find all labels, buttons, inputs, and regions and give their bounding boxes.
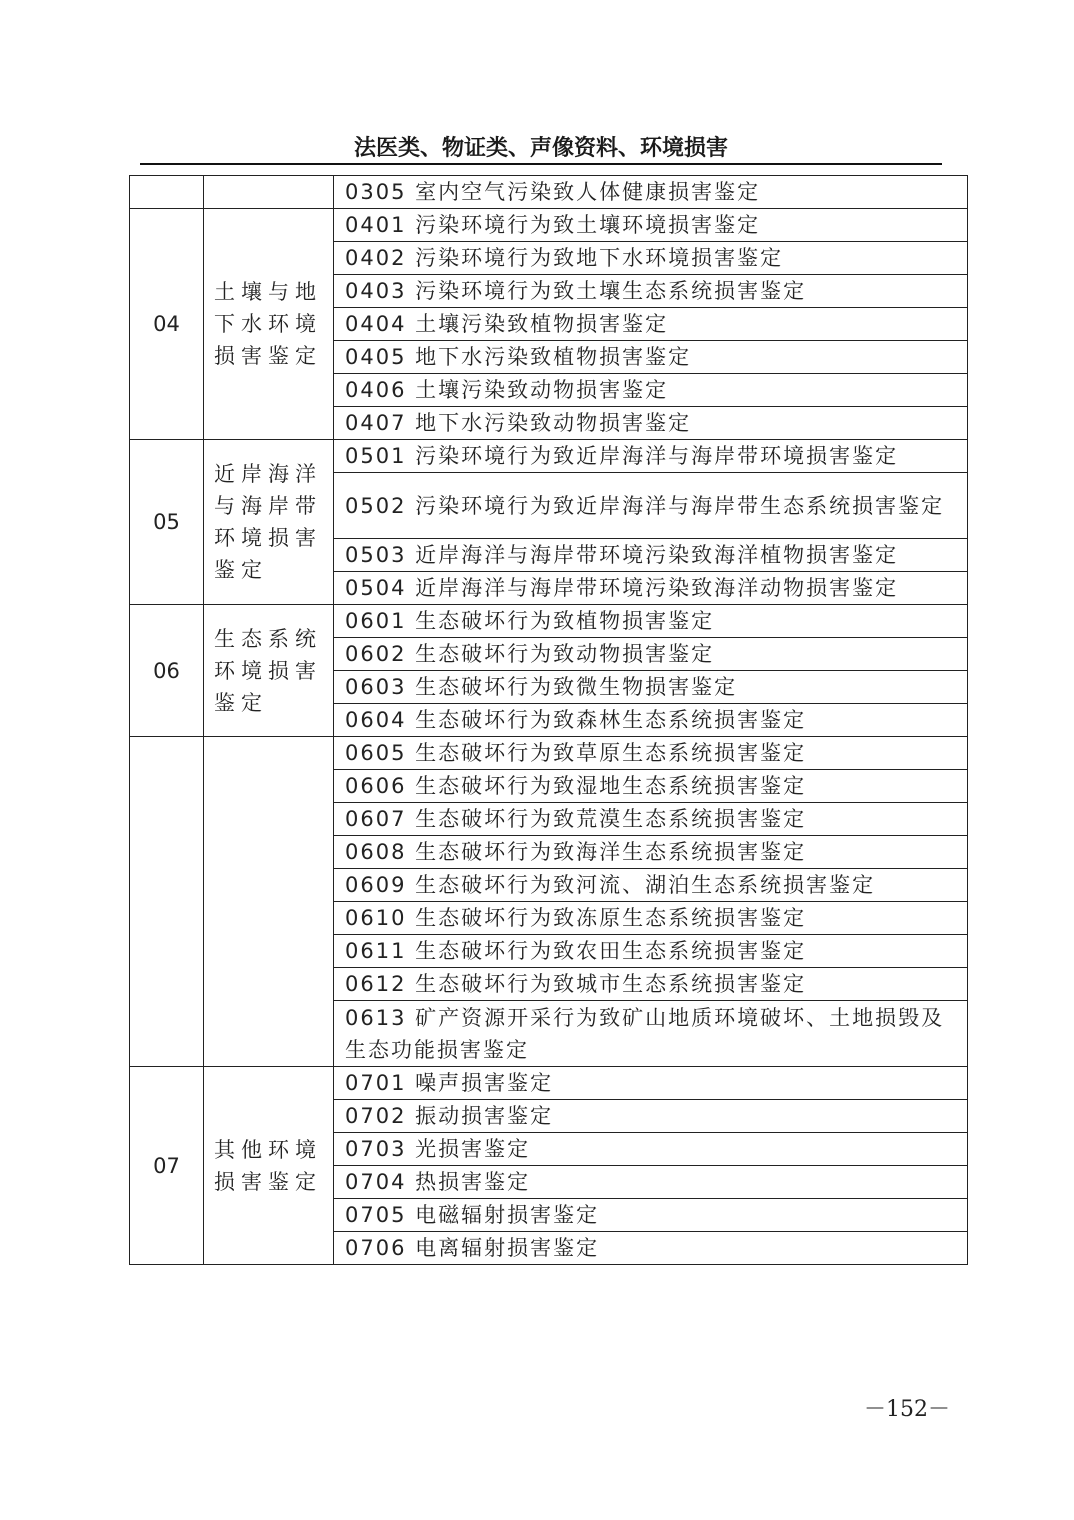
item-entry: 0602 生态破坏行为致动物损害鉴定	[334, 638, 968, 671]
appraisal-category-table	[129, 175, 968, 1265]
item-entry: 0607 生态破坏行为致荒漠生态系统损害鉴定	[334, 803, 968, 836]
item-entry: 0612 生态破坏行为致城市生态系统损害鉴定	[334, 968, 968, 1001]
item-entry: 0504 近岸海洋与海岸带环境污染致海洋动物损害鉴定	[334, 572, 968, 605]
table-row	[130, 176, 968, 209]
item-entry: 0706 电离辐射损害鉴定	[334, 1232, 968, 1265]
category-code: 07	[130, 1067, 204, 1265]
item-entry: 0611 生态破坏行为致农田生态系统损害鉴定	[334, 935, 968, 968]
item-entry: 0609 生态破坏行为致河流、湖泊生态系统损害鉴定	[334, 869, 968, 902]
item-entry: 0613 矿产资源开采行为致矿山地质环境破坏、土地损毁及生态功能损害鉴定	[334, 1001, 968, 1067]
category-name: 近岸海洋与海岸带环境损害鉴定	[204, 440, 334, 605]
item-entry: 0606 生态破坏行为致湿地生态系统损害鉴定	[334, 770, 968, 803]
category-name: 土壤与地下水环境损害鉴定	[204, 209, 334, 440]
category-code	[130, 737, 204, 1067]
item-entry: 0502 污染环境行为致近岸海洋与海岸带生态系统损害鉴定	[334, 473, 968, 539]
category-name: 生态系统环境损害鉴定	[204, 605, 334, 737]
category-code: 05	[130, 440, 204, 605]
item-entry: 0503 近岸海洋与海岸带环境污染致海洋植物损害鉴定	[334, 539, 968, 572]
item-entry: 0701 噪声损害鉴定	[334, 1067, 968, 1100]
item-entry: 0705 电磁辐射损害鉴定	[334, 1199, 968, 1232]
category-name	[204, 176, 334, 209]
category-code	[130, 176, 204, 209]
item-entry: 0603 生态破坏行为致微生物损害鉴定	[334, 671, 968, 704]
page-header-title: 法医类、物证类、声像资料、环境损害	[140, 133, 942, 165]
item-entry: 0407 地下水污染致动物损害鉴定	[334, 407, 968, 440]
page-number: －152－	[864, 1397, 950, 1422]
category-code: 04	[130, 209, 204, 440]
category-name: 其他环境损害鉴定	[204, 1067, 334, 1265]
item-entry: 0605 生态破坏行为致草原生态系统损害鉴定	[334, 737, 968, 770]
table-row	[130, 737, 968, 770]
table-row	[130, 1067, 968, 1100]
item-entry: 0404 土壤污染致植物损害鉴定	[334, 308, 968, 341]
item-entry: 0604 生态破坏行为致森林生态系统损害鉴定	[334, 704, 968, 737]
item-entry: 0601 生态破坏行为致植物损害鉴定	[334, 605, 968, 638]
item-entry: 0703 光损害鉴定	[334, 1133, 968, 1166]
item-entry: 0405 地下水污染致植物损害鉴定	[334, 341, 968, 374]
item-entry: 0501 污染环境行为致近岸海洋与海岸带环境损害鉴定	[334, 440, 968, 473]
item-entry: 0608 生态破坏行为致海洋生态系统损害鉴定	[334, 836, 968, 869]
item-entry: 0402 污染环境行为致地下水环境损害鉴定	[334, 242, 968, 275]
table-row	[130, 605, 968, 638]
item-entry: 0702 振动损害鉴定	[334, 1100, 968, 1133]
item-entry: 0406 土壤污染致动物损害鉴定	[334, 374, 968, 407]
item-entry: 0704 热损害鉴定	[334, 1166, 968, 1199]
category-name	[204, 737, 334, 1067]
table-row	[130, 440, 968, 473]
table-row	[130, 209, 968, 242]
item-entry: 0403 污染环境行为致土壤生态系统损害鉴定	[334, 275, 968, 308]
item-entry: 0401 污染环境行为致土壤环境损害鉴定	[334, 209, 968, 242]
category-code: 06	[130, 605, 204, 737]
item-entry: 0610 生态破坏行为致冻原生态系统损害鉴定	[334, 902, 968, 935]
item-entry: 0305 室内空气污染致人体健康损害鉴定	[334, 176, 968, 209]
